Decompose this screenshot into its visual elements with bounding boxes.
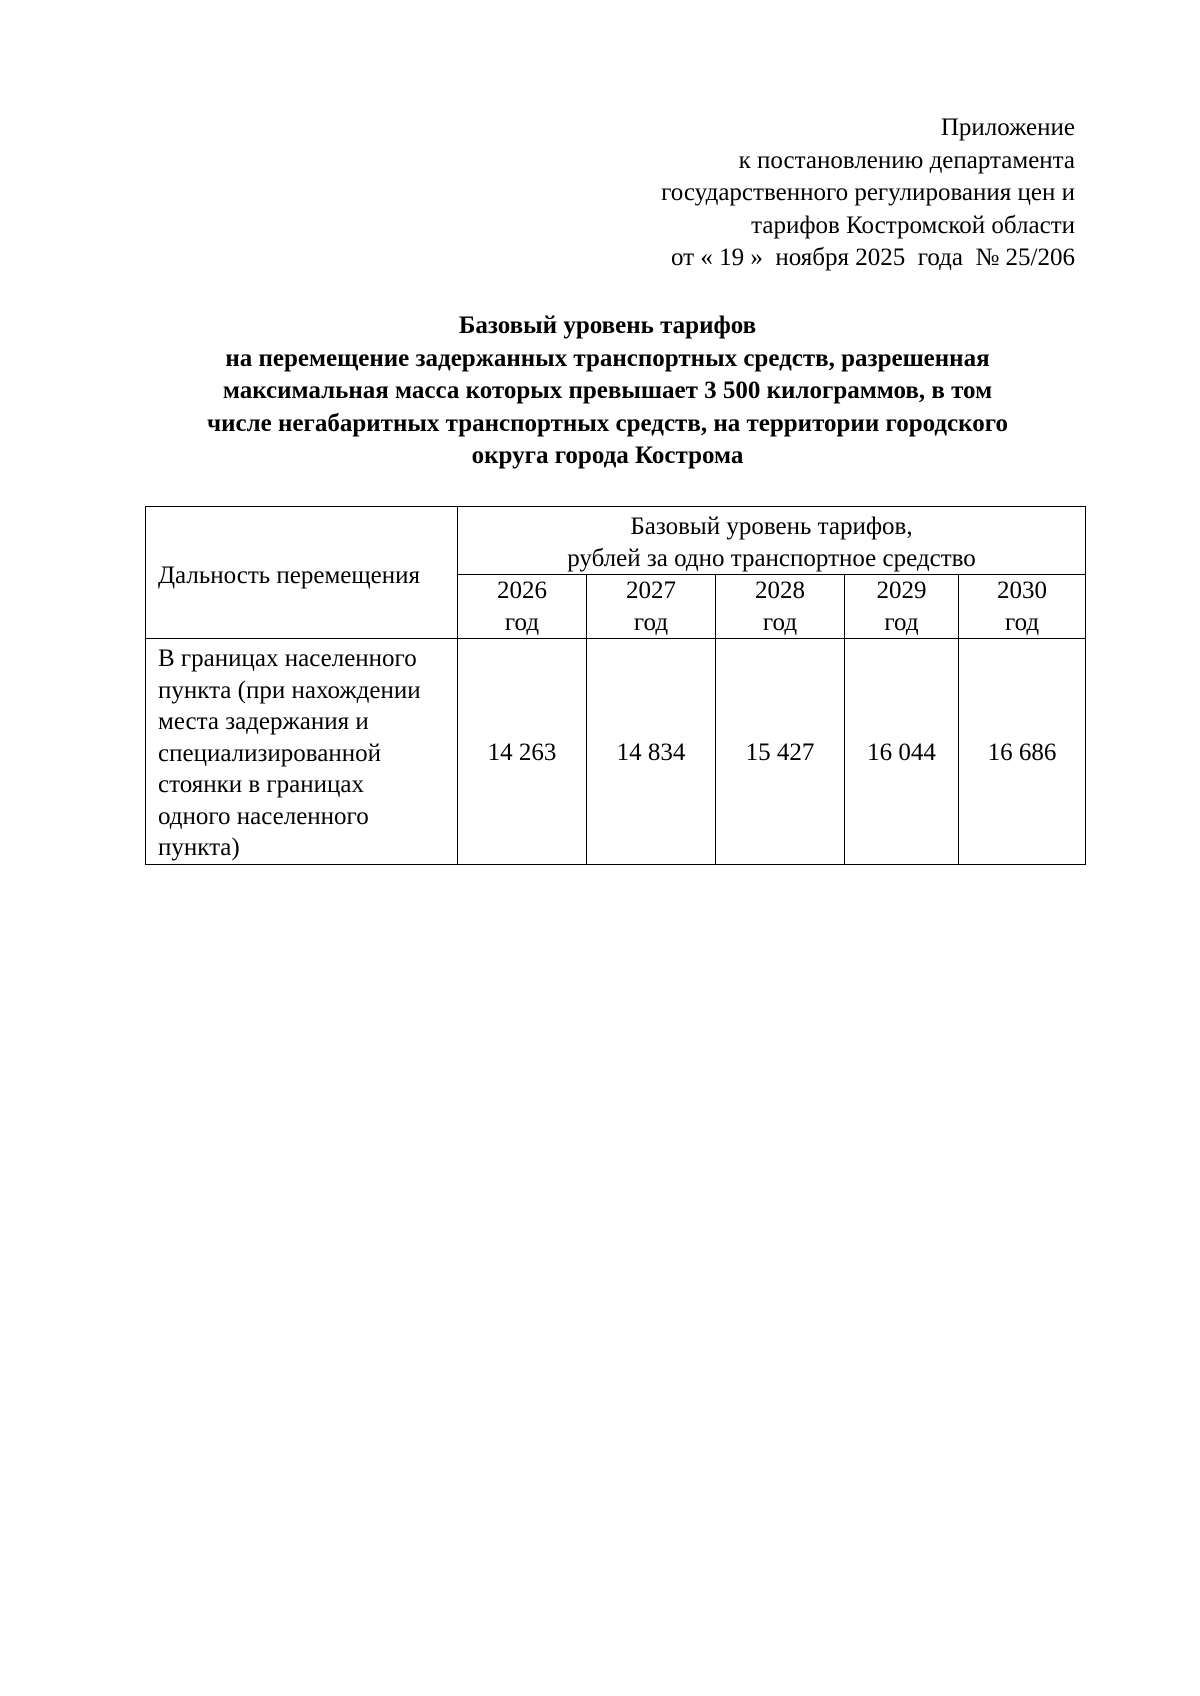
- tariff-value-cell: 14 263: [458, 639, 587, 865]
- document-title: [145, 310, 1070, 473]
- year-column-header: [458, 575, 587, 639]
- title-line: округа города Кострома: [471, 442, 744, 469]
- year-column-header: [959, 575, 1086, 639]
- table-row: [146, 639, 1086, 865]
- tariff-value-cell: 16 044: [845, 639, 959, 865]
- year-label: 2030: [997, 577, 1047, 604]
- distance-label-line: пункта (при нахождении: [158, 676, 421, 704]
- year-unit: год: [504, 608, 540, 636]
- tariff-group-header: [458, 507, 1086, 575]
- tariff-group-header-line: Базовый уровень тарифов,: [630, 513, 913, 540]
- year-unit: год: [633, 608, 669, 636]
- title-line: Базовый уровень тарифов: [458, 312, 757, 339]
- title-line: максимальная масса которых превышает 3 500 килограммов, в том: [222, 377, 993, 404]
- year-unit: год: [1004, 608, 1040, 636]
- year-unit: год: [762, 608, 798, 636]
- tariff-value-cell: 15 427: [716, 639, 845, 865]
- annex-line: к постановлению департамента: [738, 146, 1075, 174]
- annex-header: [661, 112, 1075, 275]
- annex-line: тарифов Костромской области: [751, 211, 1075, 239]
- distance-label-line: места задержания и: [158, 708, 369, 735]
- title-line: числе негабаритных транспортных средств, на территории городского: [207, 409, 1008, 437]
- tariff-table: [145, 506, 1086, 865]
- year-label: 2027: [626, 577, 676, 604]
- year-column-header: [716, 575, 845, 639]
- distance-label-line: стоянки в границах: [158, 771, 365, 798]
- annex-line: Приложение: [940, 114, 1075, 141]
- annex-line: от « 19 » ноября 2025 года № 25/206: [671, 244, 1075, 271]
- distance-label-line: специализированной: [158, 739, 381, 767]
- year-label: 2029: [876, 577, 927, 604]
- year-unit: год: [884, 608, 919, 636]
- distance-label-line: одного населенного: [158, 802, 369, 830]
- title-line: на перемещение задержанных транспортных средств, разрешенная: [225, 344, 990, 372]
- distance-cell: [146, 639, 458, 865]
- tariff-group-header-line: рублей за одно транспортное средство: [567, 544, 976, 572]
- year-column-header: [587, 575, 716, 639]
- distance-label-line: пункта): [158, 834, 240, 861]
- distance-label-line: В границах населенного: [158, 645, 417, 672]
- annex-line: государственного регулирования цен и: [661, 179, 1075, 206]
- year-label: 2026: [497, 577, 547, 604]
- tariff-value-cell: 16 686: [959, 639, 1086, 865]
- table-header-row: [146, 507, 1086, 575]
- tariff-value-cell: 14 834: [587, 639, 716, 865]
- year-label: 2028: [755, 577, 805, 604]
- distance-column-header: Дальность перемещения: [146, 507, 458, 639]
- year-column-header: [845, 575, 959, 639]
